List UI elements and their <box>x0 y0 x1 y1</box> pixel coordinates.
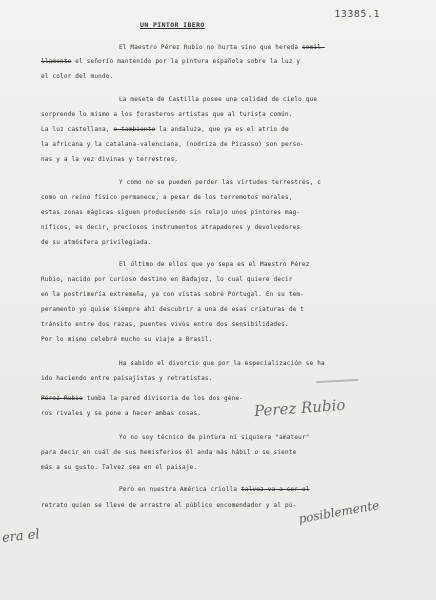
text-line: como un reino físico permanece, a pesar de los terremotos morales, <box>41 194 293 201</box>
text-line: en la postrimería extremeña, ya con vistas sobre Portugal. En su tem- <box>41 291 305 298</box>
text-line: más a su gusto. Talvez sea en el paisaje. <box>41 464 198 471</box>
text-line: Rubio, nacido por curioso destino en Badajoz, lo cual quiere decir <box>41 276 293 283</box>
ink-scribble <box>316 369 359 383</box>
document-title: UN PINTOR IBERO <box>140 21 205 29</box>
text-line: estas zonas mágicas siguen produciendo sin relajo unos pintores mag- <box>41 209 301 216</box>
struck-text: semil- <box>302 44 325 51</box>
struck-text: o tambiente <box>113 126 156 133</box>
text-line: tránsito entre dos razas, puentes vivos entre dos sensibilidades. <box>41 321 289 328</box>
text-line: llamente el señorío mantenido por la pintura española sobre la luz y <box>41 58 301 65</box>
text-line: la africana y la catalana-valenciana, (nodriza de Picasso) son perso- <box>41 141 305 148</box>
text-line: el color del mundo. <box>41 73 114 80</box>
text-line: Y como no se pueden perder las virtudes terrestres, c <box>119 179 322 186</box>
text-line: retrato quien se lleve de arrastre al público encomendador y al pú- <box>41 502 297 509</box>
text-line: Por lo mismo celebré mucho su viaje a Brasil. <box>41 336 213 343</box>
text-line: níficos, es decir, preciosos instrumentos atrapadores y devolvedores <box>41 224 301 231</box>
text-line: La luz castellana, o tambiente la andaluza, que ya es el atrio de <box>41 126 289 133</box>
text-line: El último de ellos que yo sepa es el Maestro Pérez <box>119 261 310 268</box>
reference-number: 13385.1 <box>334 9 380 20</box>
text-line: peramento yo quise siempre ahí descubrir a una de esas criaturas de t <box>41 306 305 313</box>
text-line: sorprende lo mismo a los forasteros artistas que al turista común. <box>41 111 293 118</box>
text-line: Ha sabido el divorcio que por la especialización se ha <box>119 360 325 367</box>
handwritten-insertion: posiblemente <box>297 498 381 526</box>
struck-text: Pérez Rubio <box>41 395 83 402</box>
handwritten-margin-note: era el <box>1 527 41 546</box>
text-line: Pero en nuestra América criolla talvez va a ser el <box>119 486 310 493</box>
text-line: de su atmósfera privilegiada. <box>41 239 152 246</box>
text-line: para decir en cuál de sus hemisferios él anda más hábil o se siente <box>41 449 297 456</box>
text-line: nas y a la vez divinas y terrestres. <box>41 156 179 163</box>
text-line: Yo no soy técnico de pintura ni siquiera "amateur" <box>119 434 310 441</box>
struck-text: talvez va a ser el <box>241 486 310 493</box>
text-line: ros rivales y se pone a hacer ambas cosas. <box>41 410 202 417</box>
text-line: Pérez Rubio tumba la pared divisoria de los dos géne- <box>41 395 244 402</box>
text-line: El Maestro Pérez Rubio no hurta sino que hereda semil- <box>119 44 325 51</box>
struck-text: llamente <box>41 58 72 65</box>
text-line: La meseta de Castilla posee una calidad de cielo que <box>119 96 318 103</box>
handwritten-signature: Perez Rubio <box>253 395 346 421</box>
text-line: ido haciendo entre paisajistas y retratistas. <box>41 375 213 382</box>
